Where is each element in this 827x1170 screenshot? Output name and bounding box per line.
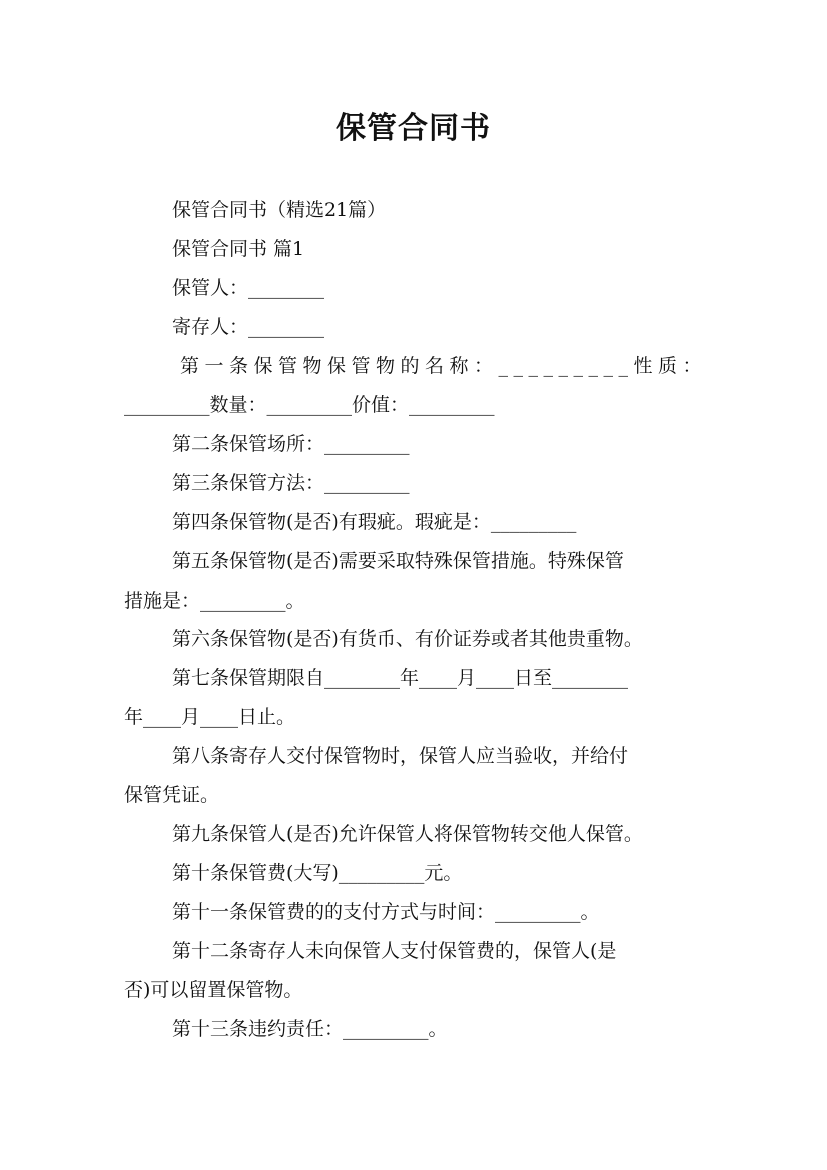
paragraph-article-5: 第五条保管物(是否)需要采取特殊保管措施。特殊保管 (172, 550, 624, 572)
paragraph-article-8: 第八条寄存人交付保管物时，保管人应当验收，并给付 (172, 745, 629, 767)
paragraph-article-2: 第二条保管场所：_________ (172, 433, 410, 455)
paragraph-article-11: 第十一条保管费的的支付方式与时间：_________。 (172, 901, 600, 923)
paragraph-article-8-continued: 保管凭证。 (124, 784, 220, 806)
paragraph-subtitle: 保管合同书（精选21篇） (172, 199, 387, 221)
paragraph-article-7: 第七条保管期限自________年____月____日至________ (172, 667, 629, 689)
paragraph-article-13: 第十三条违约责任：_________。 (172, 1018, 448, 1040)
document-title: 保管合同书 (336, 111, 491, 146)
paragraph-article-9: 第九条保管人(是否)允许保管人将保管物转交他人保管。 (172, 823, 643, 845)
paragraph-article-10: 第十条保管费(大写)_________元。 (172, 862, 463, 884)
paragraph-section-heading: 保管合同书 篇1 (172, 238, 305, 260)
paragraph-article-7-continued: 年____月____日止。 (124, 706, 296, 728)
paragraph-article-5-continued: 措施是：_________。 (124, 590, 305, 612)
paragraph-depositor: 寄存人：________ (172, 316, 325, 338)
paragraph-article-1: 第一条保管物保管物的名称：_________性质： (180, 355, 708, 377)
paragraph-custodian: 保管人：________ (172, 277, 325, 299)
paragraph-article-1-continued: _________数量：_________价值：_________ (124, 394, 495, 416)
paragraph-article-6: 第六条保管物(是否)有货币、有价证券或者其他贵重物。 (172, 628, 643, 650)
paragraph-article-12-continued: 否)可以留置保管物。 (124, 979, 303, 1001)
paragraph-article-4: 第四条保管物(是否)有瑕疵。瑕疵是：_________ (172, 511, 577, 533)
paragraph-article-3: 第三条保管方法：_________ (172, 472, 410, 494)
paragraph-article-12: 第十二条寄存人未向保管人支付保管费的，保管人(是 (172, 940, 617, 962)
